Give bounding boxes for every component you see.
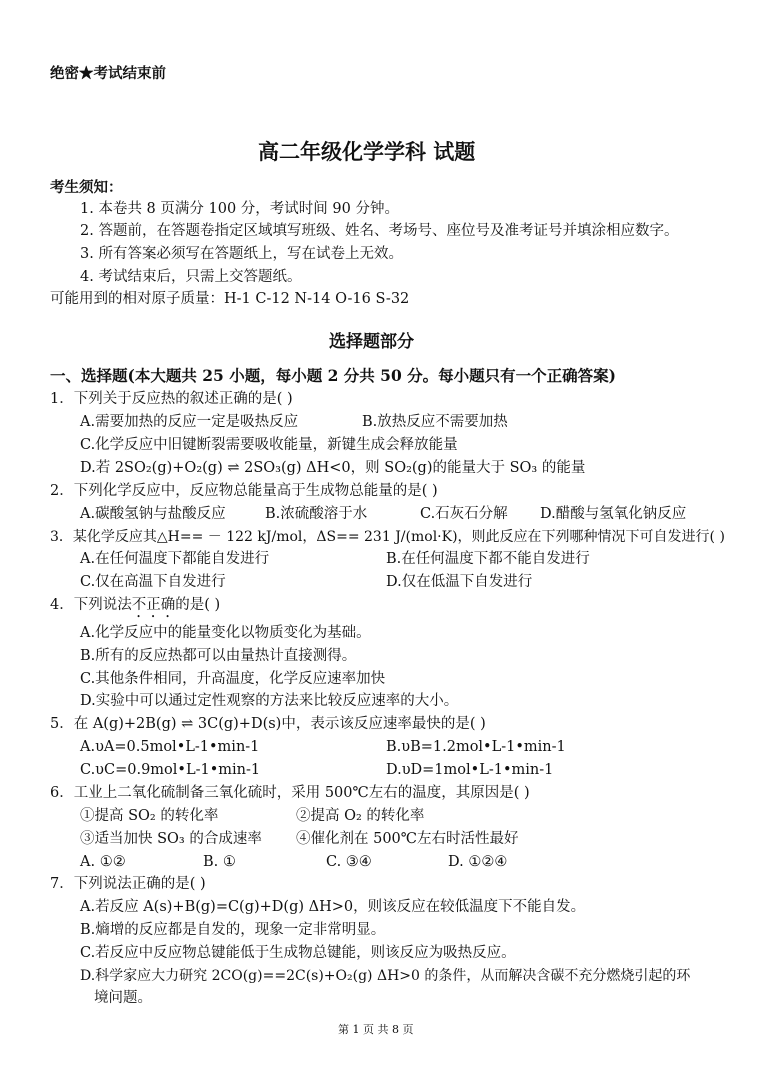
question-4-option-a: A.化学反应中的能量变化以物质变化为基础。: [80, 625, 371, 641]
question-5-option-b: B.υB=1.2mol•L-1•min-1: [386, 739, 566, 755]
question-6-option-b: B. ①: [203, 854, 236, 870]
section-title: 选择题部分: [329, 332, 414, 352]
question-5-option-c: C.υC=0.9mol•L-1•min-1: [80, 762, 261, 778]
atomic-mass-line: 可能用到的相对原子质量：H-1 C-12 N-14 O-16 S-32: [50, 291, 410, 307]
question-2-option-a: A.碳酸氢钠与盐酸反应: [80, 506, 226, 522]
notice-item: 2. 答题前，在答题卷指定区域填写班级、姓名、考场号、座位号及准考证号并填涂相应数字。: [80, 223, 679, 239]
question-2-option-d: D.醋酸与氢氧化钠反应: [540, 506, 687, 522]
question-4-option-d: D.实验中可以通过定性观察的方法来比较反应速率的大小。: [80, 693, 459, 709]
question-4-stem-prefix: 4．下列说法: [50, 597, 132, 613]
question-6-statement-1: ①提高 SO₂ 的转化率: [80, 808, 219, 824]
question-3-option-c: C.仅在高温下自发进行: [80, 574, 226, 590]
part-heading: 一、选择题(本大题共 25 小题，每小题 2 分共 50 分。每小题只有一个正确答案): [50, 366, 616, 385]
question-3-option-b: B.在任何温度下都不能自发进行: [386, 551, 590, 567]
question-2-option-b: B.浓硫酸溶于水: [265, 506, 368, 522]
question-5-stem: 5．在 A(g)+2B(g) ⇌ 3C(g)+D(s)中，表示该反应速率最快的是( ): [50, 716, 486, 732]
question-3-stem: 3．某化学反应其△H== － 122 kJ/mol，ΔS== 231 J/(mol·K)，则此反应在下列哪种情况下可自发进行( ): [50, 529, 725, 545]
question-3-option-d: D.仅在低温下自发进行: [386, 574, 533, 590]
question-1-option-b: B.放热反应不需要加热: [362, 414, 508, 430]
question-1-option-a: A.需要加热的反应一定是吸热反应: [80, 414, 299, 430]
question-7-option-d: D.科学家应大力研究 2CO(g)==2C(s)+O₂(g) ΔH>0 的条件，从而解决含碳不充分燃烧引起的环: [80, 968, 691, 984]
notice-heading: 考生须知：: [50, 179, 123, 196]
question-6-option-c: C. ③④: [326, 854, 372, 870]
notice-item: 1. 本卷共 8 页满分 100 分，考试时间 90 分钟。: [80, 201, 399, 217]
page-title: 高二年级化学学科 试题: [258, 139, 476, 164]
notice-item: 3. 所有答案必须写在答题纸上，写在试卷上无效。: [80, 246, 403, 262]
question-3-option-a: A.在任何温度下都能自发进行: [80, 551, 270, 567]
question-5-option-a: A.υA=0.5mol•L-1•min-1: [80, 739, 260, 755]
question-4-stem: [50, 595, 220, 621]
question-6-option-d: D. ①②④: [448, 854, 508, 870]
question-2-stem: 2．下列化学反应中，反应物总能量高于生成物总能量的是( ): [50, 483, 438, 499]
question-6-option-a: A. ①②: [80, 854, 126, 870]
page-number: 第 1 页 共 8 页: [338, 1023, 414, 1036]
question-4-stem-emphasis: 不正确: [131, 597, 176, 613]
question-1-option-d: D.若 2SO₂(g)+O₂(g) ⇌ 2SO₃(g) ΔH<0，则 SO₂(g)的能量大于 SO₃ 的能量: [80, 460, 586, 476]
question-7-option-a: A.若反应 A(s)+B(g)=C(g)+D(g) ΔH>0，则该反应在较低温度下不能自发。: [80, 899, 586, 915]
question-6-stem: 6．工业上二氧化硫制备三氧化硫时，采用 500℃左右的温度，其原因是( ): [50, 785, 530, 801]
question-1-option-c: C.化学反应中旧键断裂需要吸收能量，新键生成会释放能量: [80, 437, 458, 453]
question-5-option-d: D.υD=1mol•L-1•min-1: [386, 762, 554, 778]
question-6-statement-2: ②提高 O₂ 的转化率: [296, 808, 425, 824]
secret-label: 绝密★考试结束前: [50, 65, 166, 82]
question-6-statement-4: ④催化剂在 500℃左右时活性最好: [296, 831, 519, 847]
notice-item: 4. 考试结束后，只需上交答题纸。: [80, 269, 302, 285]
question-7-stem: 7．下列说法正确的是( ): [50, 876, 206, 892]
question-6-statement-3: ③适当加快 SO₃ 的合成速率: [80, 831, 262, 847]
question-4-option-b: B.所有的反应热都可以由量热计直接测得。: [80, 648, 357, 664]
question-7-option-b: B.熵增的反应都是自发的，现象一定非常明显。: [80, 922, 386, 938]
question-4-stem-suffix: 的是( ): [175, 597, 221, 613]
question-4-option-c: C.其他条件相同，升高温度，化学反应速率加快: [80, 671, 386, 687]
question-1-stem: 1．下列关于反应热的叙述正确的是( ): [50, 391, 293, 407]
question-7-option-c: C.若反应中反应物总键能低于生成物总键能，则该反应为吸热反应。: [80, 945, 516, 961]
question-7-option-d-continued: 境问题。: [94, 990, 152, 1006]
question-2-option-c: C.石灰石分解: [420, 506, 508, 522]
